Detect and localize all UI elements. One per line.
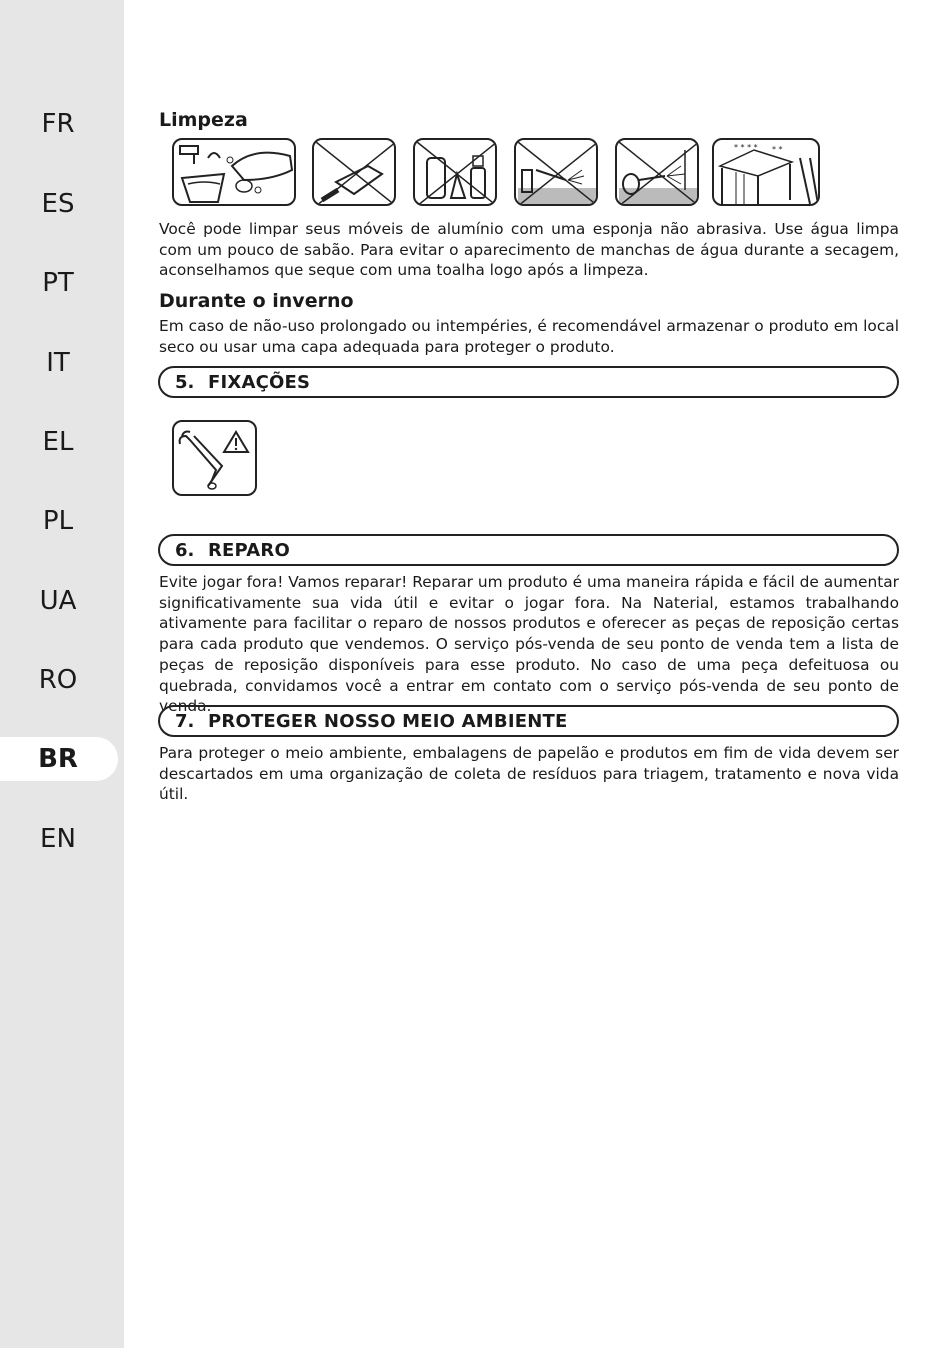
- no-chemicals-icon: [413, 138, 497, 206]
- winter-heading: Durante o inverno: [159, 290, 354, 312]
- section-title: PROTEGER NOSSO MEIO AMBIENTE: [208, 711, 568, 732]
- lang-tab-el[interactable]: EL: [42, 427, 74, 457]
- lang-tab-ua[interactable]: UA: [39, 586, 77, 616]
- wash-bucket-sponge-icon: [172, 138, 296, 206]
- snow-storage-icon: [712, 138, 820, 206]
- winter-text: Em caso de não-uso prolongado ou intempéries, é recomendável armazenar o produto em local seco ou usar uma capa adequada para proteger o produto.: [159, 317, 899, 356]
- repair-text: Evite jogar fora! Vamos reparar! Reparar um produto é uma maneira rápida e fácil de aumentar significativamente sua vida útil e evitar o jogar fora. Na Naterial, estamos trabalhando ativamente para facilitar o reparo de nossos produtos e oferecer as peças de reposição certas para cada produto que vendemos. O serviço pós-venda de seu ponto de venda tem a lista de peças de reposição disponíveis para esse produto. No caso de uma peça defeituosa ou quebrada, convidamos você a entrar em contato com o serviço pós-venda de seu ponto de venda.: [159, 573, 899, 716]
- lang-tab-it[interactable]: IT: [46, 348, 70, 378]
- no-garden-hose-icon: [615, 138, 699, 206]
- section-number: 7.: [175, 711, 195, 732]
- lang-tab-en[interactable]: EN: [40, 824, 76, 854]
- allen-key-warning-icon: [172, 420, 257, 496]
- cleaning-text: Você pode limpar seus móveis de alumínio com uma esponja não abrasiva. Use água limpa com um pouco de sabão. Para evitar o aparecimento de manchas de água durante a secagem, aconselhamos que seque com uma toalha logo após a limpeza.: [159, 220, 899, 280]
- lang-tab-br-active[interactable]: BR: [0, 737, 118, 781]
- cleaning-heading: Limpeza: [159, 109, 248, 131]
- section-number: 6.: [175, 540, 195, 561]
- section-6-header: [158, 534, 899, 566]
- section-7-header: [158, 705, 899, 737]
- section-number: 5.: [175, 372, 195, 393]
- section-title: FIXAÇÕES: [208, 372, 311, 393]
- language-sidebar: [0, 0, 124, 1348]
- svg-text:* *: * *: [772, 145, 783, 154]
- lang-tab-ro[interactable]: RO: [38, 665, 78, 695]
- lang-tab-pt[interactable]: PT: [42, 268, 74, 298]
- no-abrasive-brush-icon: [312, 138, 396, 206]
- lang-tab-fr[interactable]: FR: [41, 109, 75, 139]
- section-title: REPARO: [208, 540, 290, 561]
- svg-text:* * * *: * * * *: [734, 143, 758, 152]
- section-5-header: [158, 366, 899, 398]
- no-pressure-washer-icon: [514, 138, 598, 206]
- environment-text: Para proteger o meio ambiente, embalagens de papelão e produtos em fim de vida devem ser descartados em uma organização de coleta de resíduos para triagem, tratamento e nova vida útil.: [159, 744, 899, 804]
- lang-tab-es[interactable]: ES: [41, 189, 75, 219]
- lang-tab-pl[interactable]: PL: [42, 506, 74, 536]
